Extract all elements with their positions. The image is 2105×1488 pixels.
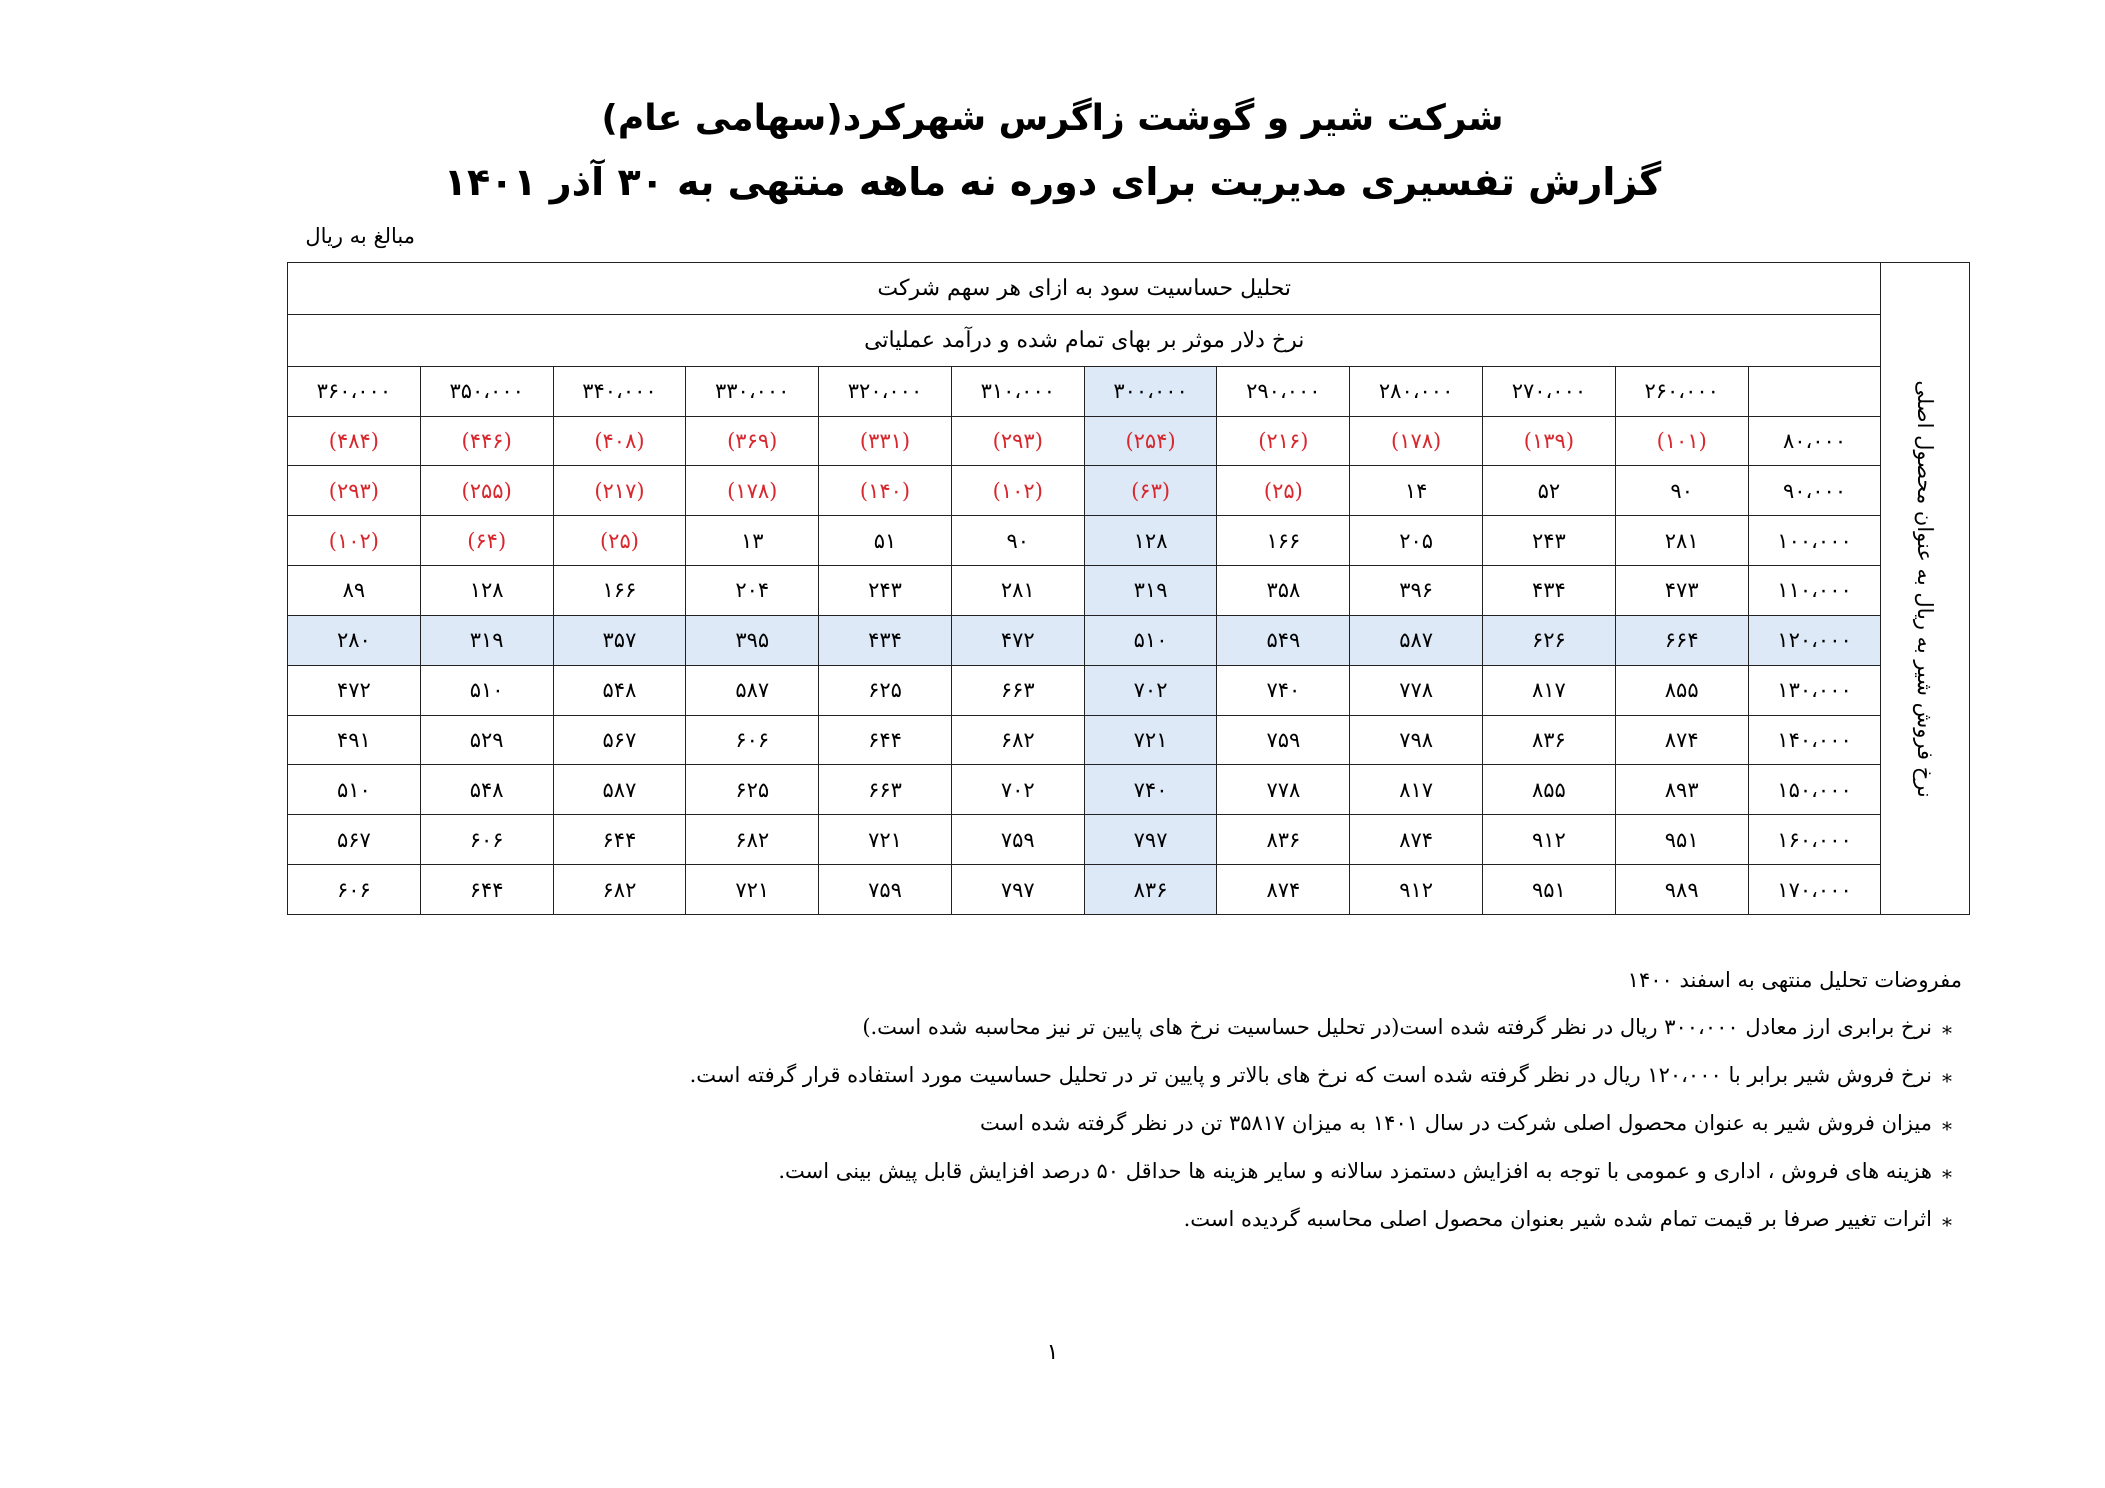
row-axis-label-cell [1881,263,1970,915]
value-cell: ۶۸۲ [686,815,819,865]
row-header: ۱۶۰،۰۰۰ [1748,815,1881,865]
value-cell: (۱۳۹) [1483,416,1616,466]
row-header: ۱۵۰،۰۰۰ [1748,765,1881,815]
value-cell: ۶۲۵ [686,765,819,815]
value-cell: ۸۱۷ [1350,765,1483,815]
value-cell: ۸۹۳ [1615,765,1748,815]
value-cell: ۸۳۶ [1483,715,1616,765]
value-cell: ۲۰۵ [1350,516,1483,566]
value-cell: ۶۲۶ [1483,615,1616,665]
value-cell: (۳۳۱) [819,416,952,466]
value-cell: ۵۶۷ [553,715,686,765]
assumption-item [700,1204,1962,1252]
value-cell: ۸۵۵ [1615,665,1748,715]
value-cell: ۶۶۴ [1615,615,1748,665]
assumptions-list [689,1012,1962,1252]
value-cell: ۴۳۴ [1483,566,1616,616]
value-cell: (۳۶۹) [686,416,819,466]
value-cell: ۲۴۳ [819,566,952,616]
value-cell: ۵۱۰ [1084,615,1217,665]
value-cell: ۳۱۹ [420,615,553,665]
value-cell: ۵۱ [819,516,952,566]
value-cell: ۵۱۰ [288,765,421,815]
value-cell: ۱۳ [686,516,819,566]
column-header: ۲۸۰،۰۰۰ [1350,366,1483,416]
column-header: ۳۵۰،۰۰۰ [420,366,553,416]
value-cell: ۶۰۶ [288,865,421,915]
value-cell: ۴۷۲ [951,615,1084,665]
value-cell: ۶۴۴ [819,715,952,765]
table-row [288,466,1970,516]
value-cell: ۹۰ [951,516,1084,566]
value-cell: ۵۸۷ [553,765,686,815]
value-cell: ۸۱۷ [1483,665,1616,715]
value-cell: ۹۵۱ [1615,815,1748,865]
assumption-item [700,1108,1962,1156]
assumption-text: نرخ فروش شیر برابر با ۱۲۰،۰۰۰ ریال در نظر گرفته شده است که نرخ های بالاتر و پایین تر در تحلیل حساسیت مورد استفاده قرار گرفته است. [689,1063,1932,1087]
value-cell: ۷۰۲ [1084,665,1217,715]
value-cell: ۵۶۷ [288,815,421,865]
value-cell: ۷۵۹ [1217,715,1350,765]
value-cell: ۷۰۲ [951,765,1084,815]
value-cell: ۴۳۴ [819,615,952,665]
value-cell: ۷۷۸ [1217,765,1350,815]
table-row [288,815,1970,865]
value-cell: (۲۱۷) [553,466,686,516]
column-header: ۲۹۰،۰۰۰ [1217,366,1350,416]
value-cell: ۸۷۴ [1615,715,1748,765]
value-cell: (۱۰۱) [1615,416,1748,466]
value-cell: ۳۵۸ [1217,566,1350,616]
assumptions-section [689,968,1962,1252]
table-row [288,615,1970,665]
value-cell: ۲۸۰ [288,615,421,665]
value-cell: (۱۷۸) [1350,416,1483,466]
column-axis-row [288,314,1970,366]
value-cell: (۱۰۲) [288,516,421,566]
value-cell: ۲۸۱ [951,566,1084,616]
column-header: ۲۶۰،۰۰۰ [1615,366,1748,416]
value-cell: ۸۵۵ [1483,765,1616,815]
value-cell: ۷۹۸ [1350,715,1483,765]
value-cell: ۷۷۸ [1350,665,1483,715]
asterisk-bullet-icon: * [1942,1213,1952,1237]
column-header: ۳۲۰،۰۰۰ [819,366,952,416]
value-cell: ۵۸۷ [686,665,819,715]
value-cell: ۲۰۴ [686,566,819,616]
value-cell: (۲۵۵) [420,466,553,516]
value-cell: ۵۲ [1483,466,1616,516]
value-cell: (۴۸۴) [288,416,421,466]
value-cell: ۷۴۰ [1084,765,1217,815]
value-cell: ۹۰ [1615,466,1748,516]
value-cell: ۷۵۹ [819,865,952,915]
value-cell: ۱۲۸ [420,566,553,616]
corner-cell [1748,366,1881,416]
column-header: ۳۱۰،۰۰۰ [951,366,1084,416]
value-cell: (۶۴) [420,516,553,566]
table-row [288,865,1970,915]
value-cell: (۴۰۸) [553,416,686,466]
value-cell: ۵۲۹ [420,715,553,765]
row-header: ۱۰۰،۰۰۰ [1748,516,1881,566]
value-cell: ۹۵۱ [1483,865,1616,915]
assumption-text: میزان فروش شیر به عنوان محصول اصلی شرکت در سال ۱۴۰۱ به میزان ۳۵۸۱۷ تن در نظر گرفته شده است [980,1111,1932,1135]
value-cell: (۱۷۸) [686,466,819,516]
company-title: شرکت شیر و گوشت زاگرس شهرکرد(سهامی عام) [601,98,1504,139]
value-cell: ۶۸۲ [951,715,1084,765]
value-cell: ۶۸۲ [553,865,686,915]
value-cell: ۱۲۸ [1084,516,1217,566]
value-cell: ۳۹۵ [686,615,819,665]
value-cell: ۴۹۱ [288,715,421,765]
column-header: ۳۴۰،۰۰۰ [553,366,686,416]
assumption-text: اثرات تغییر صرفا بر قیمت تمام شده شیر بعنوان محصول اصلی محاسبه گردیده است. [1183,1207,1932,1231]
sensitivity-table [287,262,1970,915]
value-cell: ۱۶۶ [553,566,686,616]
table-row [288,665,1970,715]
value-cell: (۱۴۰) [819,466,952,516]
value-cell: (۴۴۶) [420,416,553,466]
value-cell: ۵۸۷ [1350,615,1483,665]
value-cell: ۳۵۷ [553,615,686,665]
value-cell: ۵۱۰ [420,665,553,715]
report-subtitle: گزارش تفسیری مدیریت برای دوره نه ماهه منتهی به ۳۰ آذر ۱۴۰۱ [443,160,1662,204]
value-cell: ۶۰۶ [420,815,553,865]
table-row [288,566,1970,616]
value-cell: ۶۲۵ [819,665,952,715]
value-cell: ۷۲۱ [819,815,952,865]
row-header: ۱۲۰،۰۰۰ [1748,615,1881,665]
table-row [288,516,1970,566]
value-cell: (۲۱۶) [1217,416,1350,466]
row-header: ۹۰،۰۰۰ [1748,466,1881,516]
value-cell: ۴۷۳ [1615,566,1748,616]
value-cell: (۲۵) [1217,466,1350,516]
value-cell: ۴۷۲ [288,665,421,715]
value-cell: ۱۴ [1350,466,1483,516]
asterisk-bullet-icon: * [1942,1021,1952,1045]
value-cell: ۶۶۳ [951,665,1084,715]
row-axis-label: نرخ فروش شیر به ریال به عنوان محصول اصلی [1913,379,1938,798]
value-cell: ۶۴۴ [553,815,686,865]
value-cell: ۸۳۶ [1217,815,1350,865]
value-cell: ۶۶۳ [819,765,952,815]
value-cell: ۸۳۶ [1084,865,1217,915]
row-header: ۱۱۰،۰۰۰ [1748,566,1881,616]
asterisk-bullet-icon: * [1942,1069,1952,1093]
value-cell: (۱۰۲) [951,466,1084,516]
row-header: ۱۳۰،۰۰۰ [1748,665,1881,715]
value-cell: ۳۱۹ [1084,566,1217,616]
column-header: ۳۰۰،۰۰۰ [1084,366,1217,416]
value-cell: (۶۳) [1084,466,1217,516]
assumption-item [689,1060,1962,1108]
value-cell: ۷۴۰ [1217,665,1350,715]
value-cell: ۵۴۹ [1217,615,1350,665]
assumption-item [700,1156,1962,1204]
value-cell: ۸۷۴ [1350,815,1483,865]
value-cell: ۸۷۴ [1217,865,1350,915]
value-cell: ۸۹ [288,566,421,616]
value-cell: ۶۰۶ [686,715,819,765]
assumptions-heading: مفروضات تحلیل منتهی به اسفند ۱۴۰۰ [1627,968,1962,992]
value-cell: ۶۴۴ [420,865,553,915]
table-row [288,765,1970,815]
value-cell: ۷۲۱ [1084,715,1217,765]
column-header: ۲۷۰،۰۰۰ [1483,366,1616,416]
column-header-row [288,366,1970,416]
value-cell: ۷۹۷ [951,865,1084,915]
table-title-row [288,263,1970,315]
value-cell: ۳۹۶ [1350,566,1483,616]
table-row [288,416,1970,466]
value-cell: ۷۵۹ [951,815,1084,865]
column-header: ۳۳۰،۰۰۰ [686,366,819,416]
row-header: ۱۷۰،۰۰۰ [1748,865,1881,915]
assumption-item [700,1012,1962,1060]
value-cell: ۵۴۸ [553,665,686,715]
asterisk-bullet-icon: * [1942,1117,1952,1141]
table-title: تحلیل حساسیت سود به ازای هر سهم شرکت [288,263,1881,315]
unit-note: مبالغ به ریال [305,224,415,248]
value-cell: ۷۹۷ [1084,815,1217,865]
row-header: ۸۰،۰۰۰ [1748,416,1881,466]
table-row [288,715,1970,765]
value-cell: ۲۸۱ [1615,516,1748,566]
assumption-text: نرخ برابری ارز معادل ۳۰۰،۰۰۰ ریال در نظر گرفته شده است(در تحلیل حساسیت نرخ های پایین تر نیز محاسبه شده است.) [862,1015,1932,1039]
value-cell: ۷۲۱ [686,865,819,915]
value-cell: ۵۴۸ [420,765,553,815]
value-cell: (۲۹۳) [951,416,1084,466]
value-cell: (۲۵۴) [1084,416,1217,466]
value-cell: (۲۵) [553,516,686,566]
value-cell: ۱۶۶ [1217,516,1350,566]
value-cell: ۹۸۹ [1615,865,1748,915]
row-header: ۱۴۰،۰۰۰ [1748,715,1881,765]
value-cell: ۹۱۲ [1483,815,1616,865]
assumption-text: هزینه های فروش ، اداری و عمومی با توجه به افزایش دستمزد سالانه و سایر هزینه ها حداقل ۵۰ درصد افزایش قابل پیش بینی است. [778,1159,1932,1183]
asterisk-bullet-icon: * [1942,1165,1952,1189]
value-cell: ۲۴۳ [1483,516,1616,566]
value-cell: ۹۱۲ [1350,865,1483,915]
page-number: ۱ [1046,1340,1059,1365]
value-cell: (۲۹۳) [288,466,421,516]
column-header: ۳۶۰،۰۰۰ [288,366,421,416]
column-axis-label: نرخ دلار موثر بر بهای تمام شده و درآمد عملیاتی [288,314,1881,366]
